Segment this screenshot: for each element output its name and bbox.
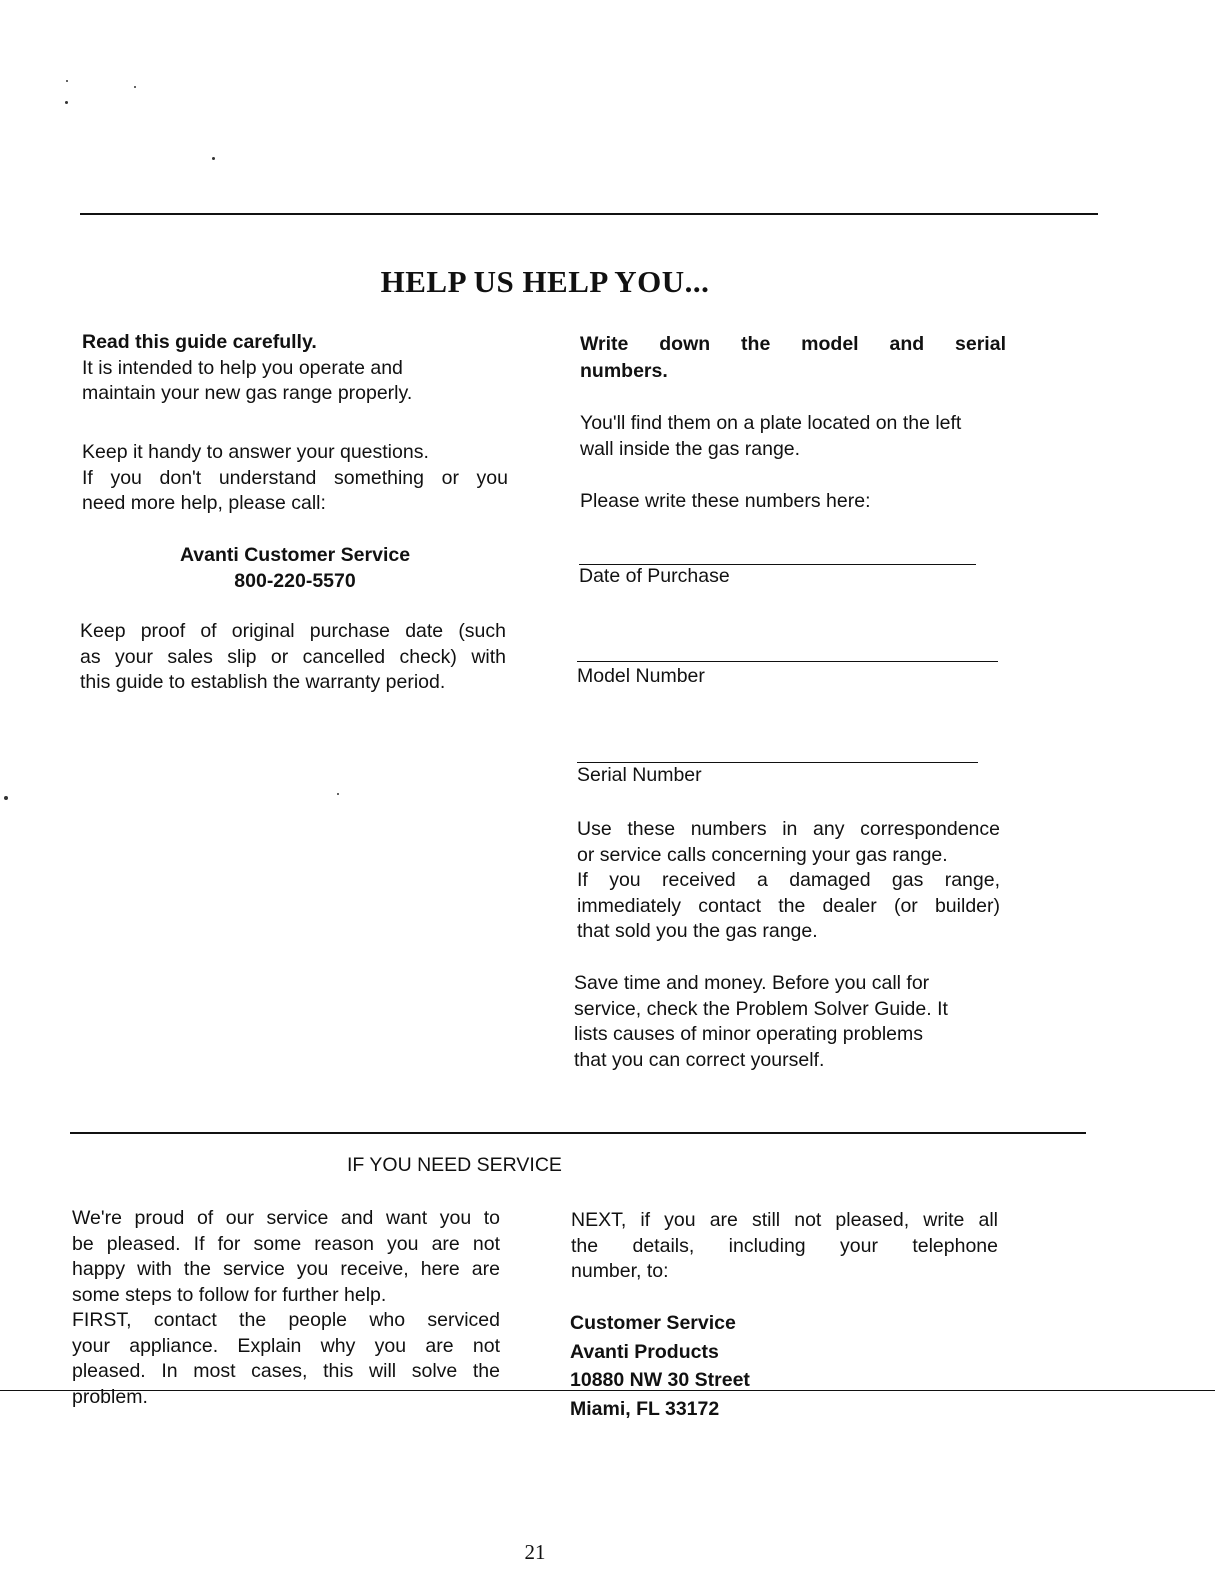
service-text-line: We're proud of our service and want you to xyxy=(72,1207,500,1229)
right-heading-line: numbers. xyxy=(580,360,668,382)
service-text-line: pleased. In most cases, this will solve the xyxy=(72,1360,500,1382)
right-text-line: that you can correct yourself. xyxy=(574,1048,825,1071)
scan-speck xyxy=(212,157,215,160)
left-text-line: It is intended to help you operate and xyxy=(82,356,403,379)
scan-speck xyxy=(4,796,8,800)
scan-speck xyxy=(134,86,136,88)
service-text-line: be pleased. If for some reason you are not xyxy=(72,1232,500,1255)
service-text-line: problem. xyxy=(72,1385,148,1408)
page-number: 21 xyxy=(524,1540,546,1564)
right-text-line: wall inside the gas range. xyxy=(580,437,801,460)
service-text-line: some steps to follow for further help. xyxy=(72,1283,387,1306)
right-text-line: Save time and money. Before you call for xyxy=(574,972,930,994)
address-line: Customer Service xyxy=(570,1312,736,1334)
right-text-line: Use these numbers in any correspondence xyxy=(577,818,1000,840)
right-save-time-text xyxy=(574,971,994,1073)
left-text-line: If you don't understand something or you xyxy=(82,466,508,489)
address-line: Miami, FL 33172 xyxy=(570,1397,720,1420)
right-text-line: or service calls concerning your gas range. xyxy=(577,843,948,866)
left-text-line: this guide to establish the warranty period. xyxy=(80,671,446,693)
address-line: Avanti Products xyxy=(570,1340,719,1363)
left-text-line: Keep it handy to answer your questions. xyxy=(82,441,429,463)
service-text-line: FIRST, contact the people who serviced xyxy=(72,1309,500,1331)
model-number-label: Model Number xyxy=(577,665,705,687)
service-text-line: number, to: xyxy=(571,1260,669,1282)
left-text-line: as your sales slip or cancelled check) with xyxy=(80,645,506,668)
top-divider xyxy=(80,213,1098,215)
scan-speck xyxy=(66,80,68,82)
left-text-line: maintain your new gas range properly. xyxy=(82,382,413,404)
write-prompt: Please write these numbers here: xyxy=(580,490,871,512)
customer-service-contact xyxy=(148,542,442,594)
right-heading xyxy=(580,331,1006,385)
service-heading: IF YOU NEED SERVICE xyxy=(347,1154,562,1176)
service-left-text xyxy=(72,1206,500,1410)
right-text-line: lists causes of minor operating problems xyxy=(574,1023,923,1045)
left-text-line: Keep proof of original purchase date (such xyxy=(80,620,506,642)
service-right-text xyxy=(571,1208,998,1285)
address-line: 10880 NW 30 Street xyxy=(570,1369,750,1391)
customer-service-name: Avanti Customer Service xyxy=(179,544,411,566)
right-plate-text xyxy=(580,411,1010,462)
right-text-line: service, check the Problem Solver Guide. It xyxy=(574,997,948,1020)
right-correspondence-text xyxy=(577,817,1000,945)
right-text-line: You'll find them on a plate located on the left xyxy=(580,412,962,434)
bottom-divider xyxy=(0,1390,1215,1391)
service-text-line: the details, including your telephone xyxy=(571,1234,998,1257)
service-text-line: happy with the service you receive, here are xyxy=(72,1258,500,1280)
left-column-help xyxy=(82,440,508,517)
right-heading-line: Write down the model and serial xyxy=(580,333,1006,355)
serial-number-label: Serial Number xyxy=(577,764,702,786)
service-divider xyxy=(70,1132,1086,1134)
left-column-proof xyxy=(80,619,506,696)
left-text-line: need more help, please call: xyxy=(82,492,326,514)
left-heading: Read this guide carefully. xyxy=(82,331,317,353)
date-of-purchase-label: Date of Purchase xyxy=(579,565,730,587)
left-column xyxy=(82,330,508,407)
service-address xyxy=(570,1309,750,1423)
scan-speck xyxy=(65,101,68,104)
service-text-line: NEXT, if you are still not pleased, write all xyxy=(571,1209,998,1231)
right-text-line: that sold you the gas range. xyxy=(577,920,818,942)
page-title: HELP US HELP YOU... xyxy=(380,264,710,299)
model-number-blank xyxy=(577,661,998,662)
service-text-line: your appliance. Explain why you are not xyxy=(72,1334,500,1357)
customer-service-phone: 800-220-5570 xyxy=(234,570,356,592)
right-text-line: immediately contact the dealer (or builder) xyxy=(577,894,1000,917)
scan-speck xyxy=(337,793,339,795)
right-text-line: If you received a damaged gas range, xyxy=(577,869,1000,891)
